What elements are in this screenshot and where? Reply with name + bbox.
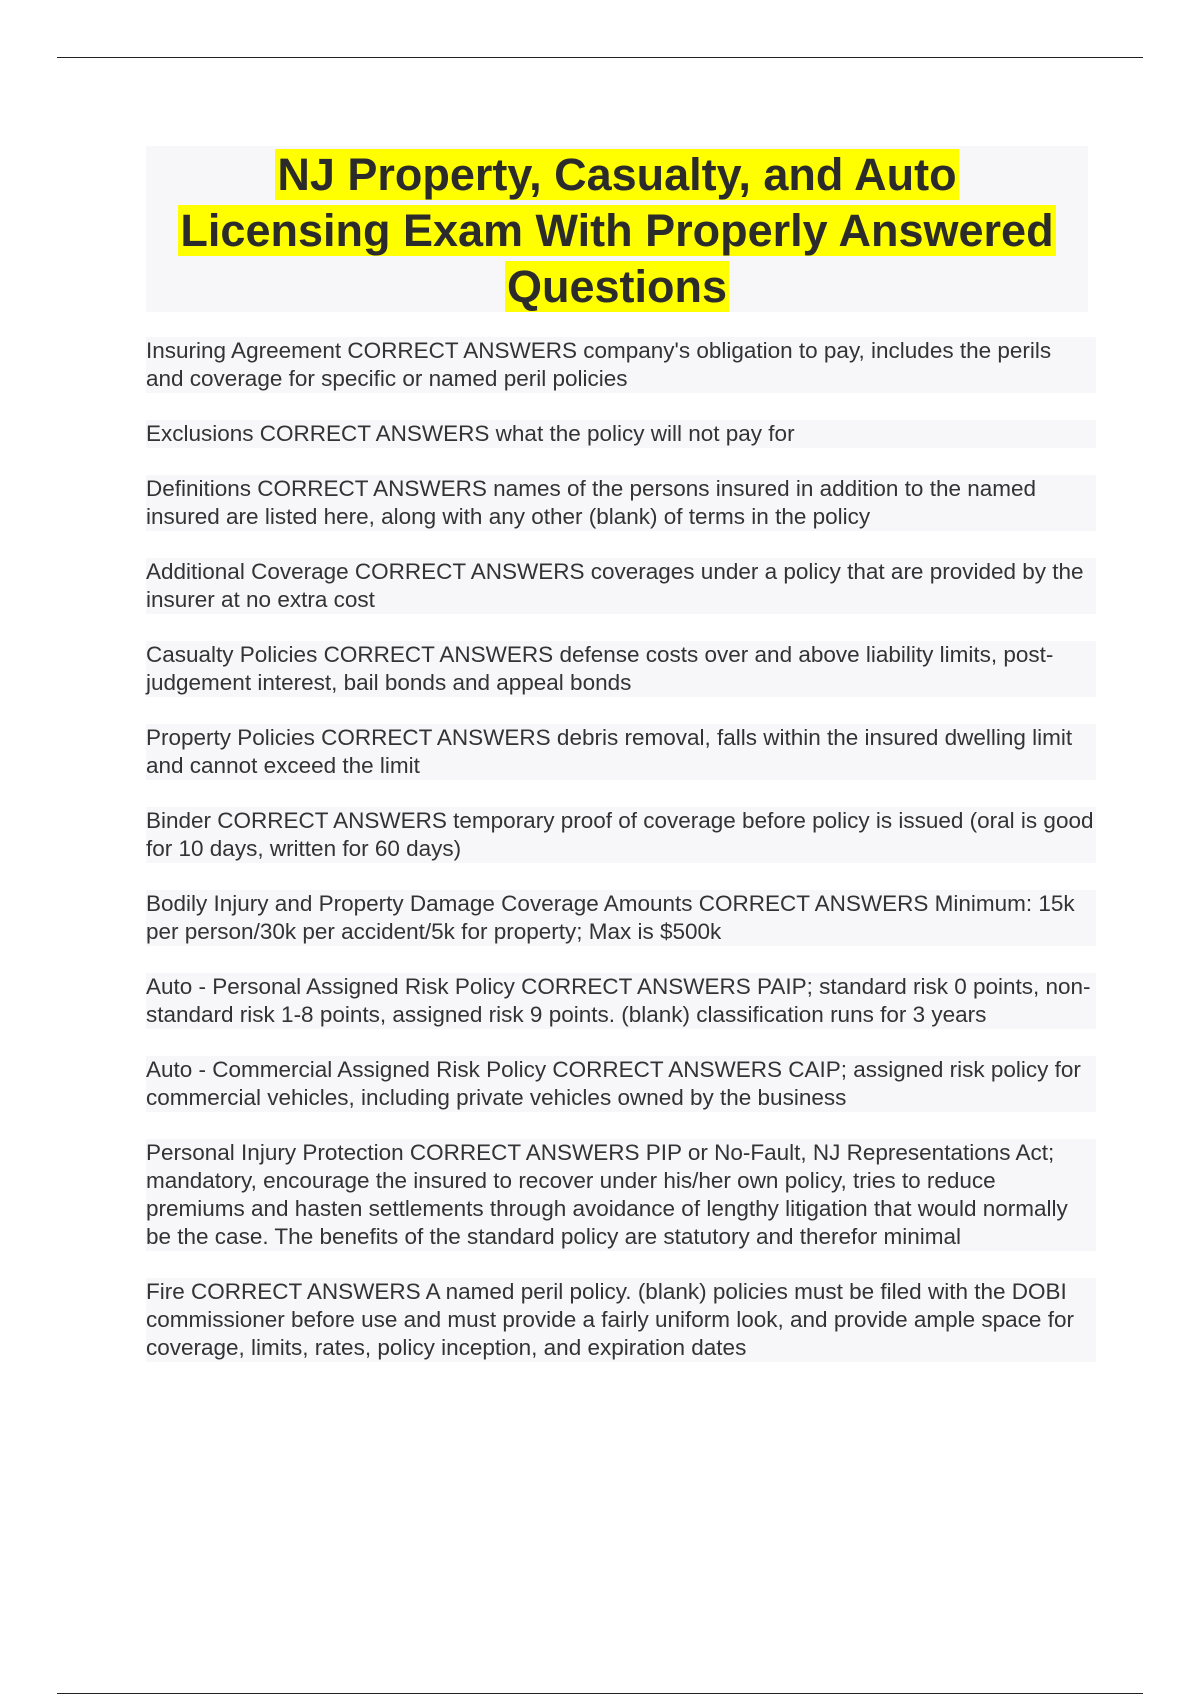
qa-item-definitions: Definitions CORRECT ANSWERS names of the persons insured in addition to the named insured are listed here, along with any other (blank) of terms in the policy xyxy=(146,475,1096,531)
qa-item-binder: Binder CORRECT ANSWERS temporary proof of coverage before policy is issued (oral is good for 10 days, written for 60 days) xyxy=(146,807,1096,863)
document-title xyxy=(146,146,1088,315)
qa-item-insuring-agreement: Insuring Agreement CORRECT ANSWERS company's obligation to pay, includes the perils and coverage for specific or named peril policies xyxy=(146,337,1096,393)
qa-item-personal-injury-protection: Personal Injury Protection CORRECT ANSWERS PIP or No-Fault, NJ Representations Act; mandatory, encourage the insured to recover under his/her own policy, tries to reduce premiums and hasten settlements through avoidance of lengthy litigation that would normally be the case. The benefits of the standard policy are statutory and therefor minimal xyxy=(146,1139,1096,1251)
top-rule xyxy=(57,57,1143,58)
qa-item-fire: Fire CORRECT ANSWERS A named peril policy. (blank) policies must be filed with the DOBI commissioner before use and must provide a fairly uniform look, and provide ample space for coverage, limits, rates, policy inception, and expiration dates xyxy=(146,1278,1096,1362)
bottom-rule xyxy=(57,1693,1143,1694)
qa-item-additional-coverage: Additional Coverage CORRECT ANSWERS coverages under a policy that are provided by the insurer at no extra cost xyxy=(146,558,1096,614)
qa-item-property-policies: Property Policies CORRECT ANSWERS debris removal, falls within the insured dwelling limit and cannot exceed the limit xyxy=(146,724,1096,780)
qa-item-bodily-injury: Bodily Injury and Property Damage Coverage Amounts CORRECT ANSWERS Minimum: 15k per person/30k per accident/5k for property; Max is $500k xyxy=(146,890,1096,946)
qa-item-exclusions: Exclusions CORRECT ANSWERS what the policy will not pay for xyxy=(146,420,1096,448)
qa-item-personal-assigned-risk: Auto - Personal Assigned Risk Policy CORRECT ANSWERS PAIP; standard risk 0 points, non-standard risk 1-8 points, assigned risk 9 points. (blank) classification runs for 3 years xyxy=(146,973,1096,1029)
title-line-3: Questions xyxy=(506,261,728,312)
qa-list xyxy=(146,337,1096,1389)
title-line-1: NJ Property, Casualty, and Auto xyxy=(277,149,957,200)
title-line-2: Licensing Exam With Properly Answered xyxy=(180,205,1054,256)
qa-item-casualty-policies: Casualty Policies CORRECT ANSWERS defense costs over and above liability limits, post-judgement interest, bail bonds and appeal bonds xyxy=(146,641,1096,697)
document-title-block xyxy=(146,146,1088,312)
qa-item-commercial-assigned-risk: Auto - Commercial Assigned Risk Policy CORRECT ANSWERS CAIP; assigned risk policy for commercial vehicles, including private vehicles owned by the business xyxy=(146,1056,1096,1112)
